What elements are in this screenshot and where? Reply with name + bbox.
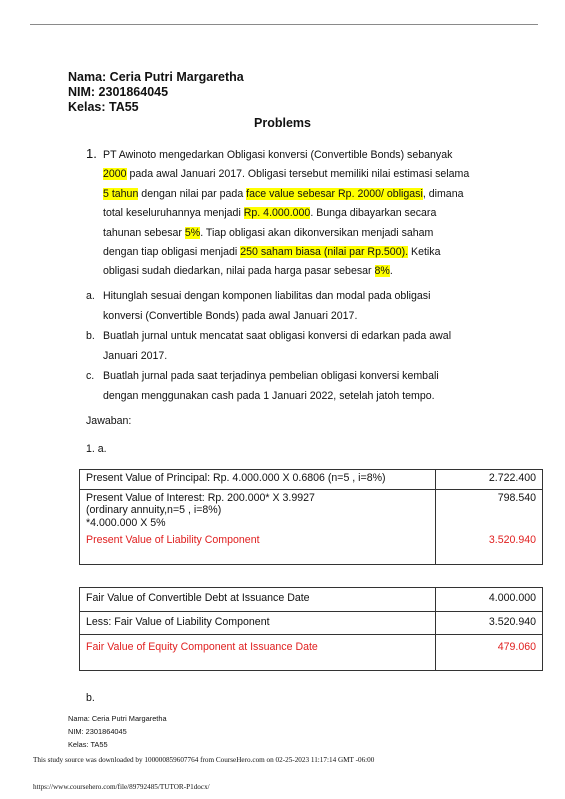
top-rule [30,24,538,25]
equity-table [79,587,543,671]
problem-text: , dimana [422,187,464,200]
problem-text: . Tiap obligasi akan dikonversikan menjadi saham [200,226,434,239]
highlighted-text: 8% [374,265,390,278]
highlighted-text: 2000 [103,168,127,181]
liability-component-label: Present Value of Liability Component [86,534,260,546]
highlighted-text: 250 saham biasa (nilai par Rp.500). [240,246,409,259]
question-label: a. [86,290,95,302]
question-label: c. [86,370,95,382]
problem-text: obligasi sudah diedarkan, nilai pada harga pasar sebesar [103,265,375,278]
table-row [80,635,543,671]
interest-line: *4.000.000 X 5% [86,516,166,529]
question-line: dengan menggunakan cash pada 1 Januari 2022, setelah jatoh tempo. [103,390,435,402]
problem-text: . Bunga dibayarkan secara [310,207,437,220]
question-text [103,326,451,366]
problem-text: PT Awinoto mengedarkan Obligasi konversi (Convertible Bonds) sebanyak [103,149,453,161]
interest-line: Present Value of Interest: Rp. 200.000* X 3.9927 [86,491,315,504]
highlighted-text: face value sebesar Rp. 2000/ obligasi [246,187,423,200]
problem-line [103,165,469,184]
problem-text: dengan nilai par pada [138,187,247,200]
liability-table [79,469,543,565]
problem-text: total keseluruhannya menjadi [103,207,244,220]
footer-name: Nama: Ceria Putri Margaretha [68,714,167,723]
student-nim: NIM: 2301864045 [68,85,169,99]
highlighted-text: 5 tahun [103,187,139,200]
fair-value-debt-label: Fair Value of Convertible Debt at Issuance Date [80,588,436,612]
interest-cell-values [436,489,543,564]
question-label: b. [86,330,95,342]
source-url-link[interactable]: https://www.coursehero.com/file/89792485/TUTOR-P1docx/ [33,783,210,791]
principal-value: 2.722.400 [436,470,543,490]
question-line: Buatlah jurnal pada saat terjadinya pembelian obligasi konversi kembali [103,370,439,382]
problem-statement [103,146,469,282]
download-notice: This study source was downloaded by 100000859607764 from CourseHero.com on 02-25-2023 11:17:14 GMT -06:00 [33,756,375,764]
question-line: Hitunglah sesuai dengan komponen liabilitas dan modal pada obligasi [103,290,431,302]
answer-label: Jawaban: [86,415,132,427]
question-line: Buatlah jurnal untuk mencatat saat obligasi konversi di edarkan pada awal [103,330,452,342]
interest-line: (ordinary annuity,n=5 , i=8%) [86,504,222,516]
less-liability-value: 3.520.940 [436,611,543,635]
table-row [80,611,543,635]
problem-line [103,243,469,262]
table-row [80,588,543,612]
student-name: Nama: Ceria Putri Margaretha [68,70,244,84]
student-class: Kelas: TA55 [68,100,139,114]
interest-cell [80,489,436,564]
problem-text: Ketika [408,246,441,259]
fair-value-debt-value: 4.000.000 [436,588,543,612]
part-b-label: b. [86,692,95,704]
footer-nim: NIM: 2301864045 [68,727,127,736]
interest-value: 798.540 [497,491,536,504]
problem-line [103,146,469,165]
problem-text: tahunan sebesar [103,226,185,239]
question-text [103,366,439,406]
highlighted-text: Rp. 4.000.000 [243,207,311,220]
problem-text: pada awal Januari 2017. Obligasi tersebut memiliki nilai estimasi selama [126,168,470,181]
less-liability-label: Less: Fair Value of Liability Component [80,611,436,635]
problem-text: . [389,265,393,278]
problem-number: 1. [86,146,97,161]
table-row [80,470,543,490]
equity-component-value: 479.060 [436,635,543,671]
principal-label: Present Value of Principal: Rp. 4.000.000 X 0.6806 (n=5 , i=8%) [80,470,436,490]
equity-component-label: Fair Value of Equity Component at Issuance Date [80,635,436,671]
table-row [80,489,543,564]
page-title: Problems [254,116,311,130]
problem-line [103,204,469,223]
problem-line [103,224,469,243]
liability-component-value: 3.520.940 [488,534,536,546]
problem-text: dengan tiap obligasi menjadi [103,246,241,259]
part-a-label: 1. a. [86,443,107,455]
problem-line [103,185,469,204]
question-text [103,286,430,326]
question-line: konversi (Convertible Bonds) pada awal Januari 2017. [103,310,358,322]
highlighted-text: 5% [184,226,201,239]
footer-class: Kelas: TA55 [68,740,108,749]
problem-line [103,262,469,281]
question-line: Januari 2017. [103,350,168,362]
